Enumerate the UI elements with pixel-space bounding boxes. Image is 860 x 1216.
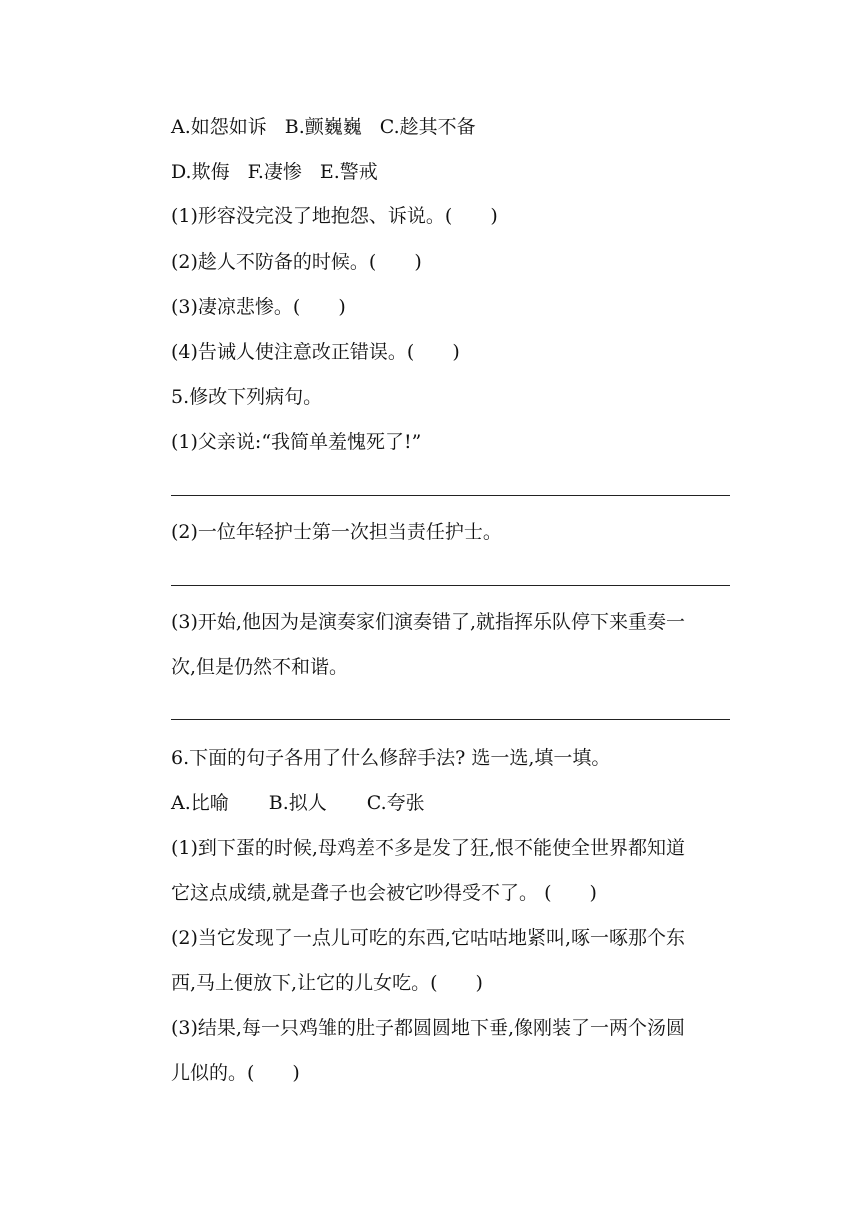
q4-item-1: (1)形容没完没了地抱怨、诉说。( )	[171, 205, 498, 227]
option-f: F.凄惨	[247, 161, 302, 183]
q4-options-row-2	[171, 160, 731, 184]
q4-item-2: (2)趁人不防备的时候。( )	[171, 251, 422, 273]
q6-item-2-line-2: 西,马上便放下,让它的儿女吃。( )	[171, 972, 483, 994]
answer-line-2[interactable]	[171, 585, 730, 586]
q4-item-4: (4)告诫人使注意改正错误。( )	[171, 341, 460, 363]
q5-item-3-line-2: 次,但是仍然不和谐。	[171, 656, 349, 678]
option-b: B.拟人	[268, 792, 327, 814]
q6-options	[171, 791, 731, 815]
option-b: B.颤巍巍	[284, 116, 362, 138]
option-c: C.夸张	[366, 792, 425, 814]
q6-item-1-line-2: 它这点成绩,就是聋子也会被它吵得受不了。 ( )	[171, 882, 597, 904]
q6-title: 6.下面的句子各用了什么修辞手法? 选一选,填一填。	[171, 747, 611, 769]
option-a: A.如怨如诉	[171, 116, 267, 138]
q5-item-1: (1)父亲说:“我简单羞愧死了!”	[171, 431, 422, 453]
q5-item-2: (2)一位年轻护士第一次担当责任护士。	[171, 521, 502, 543]
answer-line-3[interactable]	[171, 719, 730, 720]
q5-item-3-line-1: (3)开始,他因为是演奏家们演奏错了,就指挥乐队停下来重奏一	[171, 611, 685, 633]
option-a: A.比喻	[171, 792, 229, 814]
answer-line-1[interactable]	[171, 495, 730, 496]
q6-item-3-line-1: (3)结果,每一只鸡雏的肚子都圆圆地下垂,像刚装了一两个汤圆	[171, 1017, 685, 1039]
q5-title: 5.修改下列病句。	[171, 386, 323, 408]
option-d: D.欺侮	[171, 161, 230, 183]
option-c: C.趁其不备	[379, 116, 476, 138]
q6-item-3-line-2: 儿似的。( )	[171, 1062, 300, 1084]
option-e: E.警戒	[319, 161, 378, 183]
q4-options-row-1	[171, 115, 731, 139]
q6-item-1-line-1: (1)到下蛋的时候,母鸡差不多是发了狂,恨不能使全世界都知道	[171, 837, 685, 859]
q6-item-2-line-1: (2)当它发现了一点儿可吃的东西,它咕咕地紧叫,啄一啄那个东	[171, 927, 685, 949]
q4-item-3: (3)凄凉悲惨。( )	[171, 296, 346, 318]
